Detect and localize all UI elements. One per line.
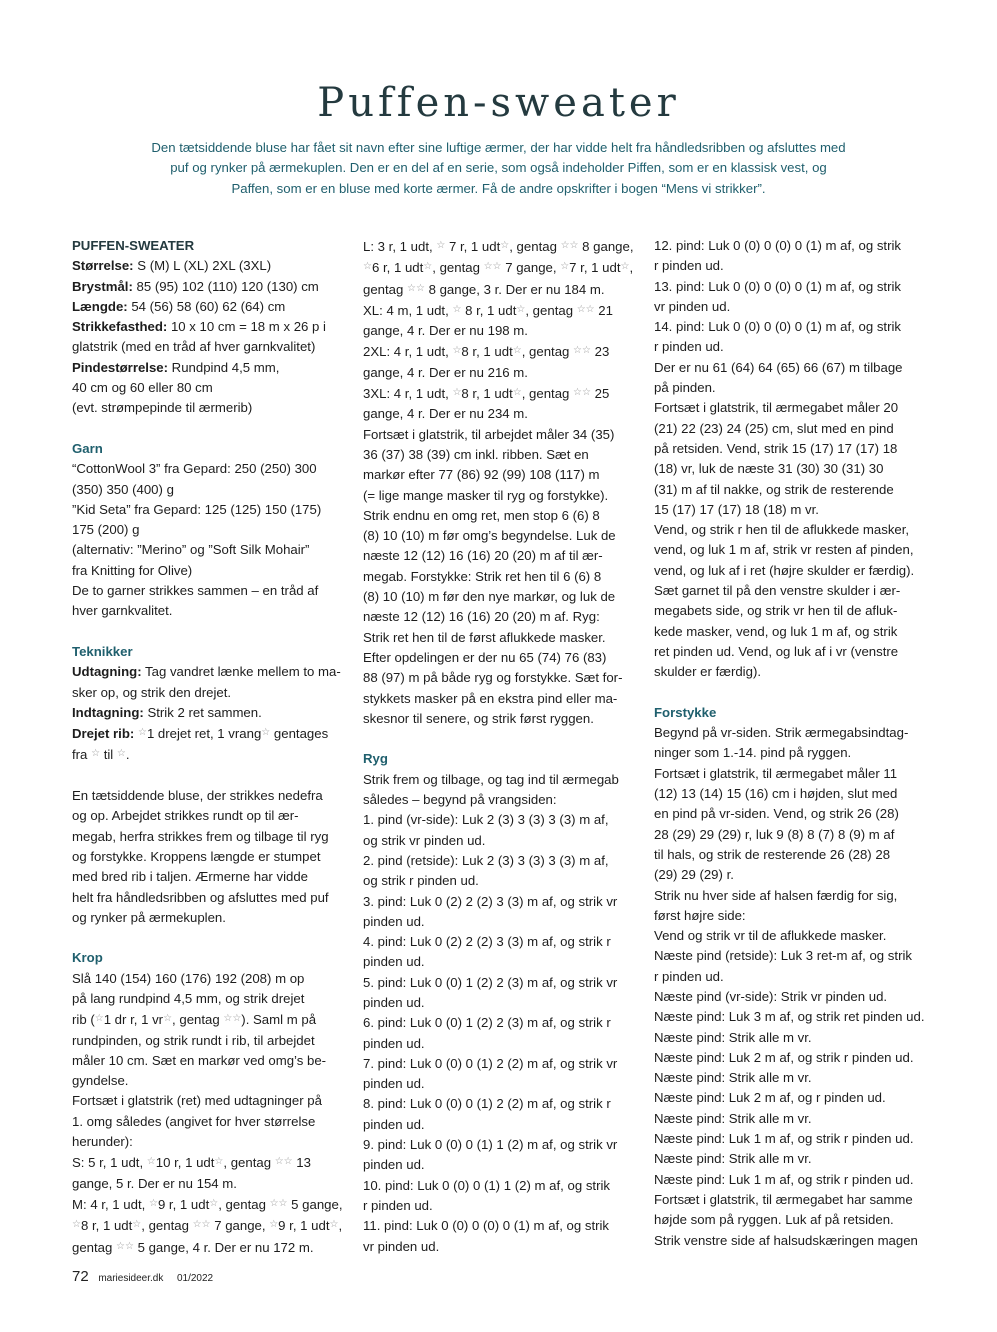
description-line: og forstykke. Kroppens længde er stumpet <box>72 848 321 864</box>
size-m-line-2: ☆8 r, 1 udt☆, gentag ☆☆ 7 gange, ☆9 r, 1 udt☆, <box>72 1218 343 1234</box>
front-line: Næste pind: Strik alle m vr. <box>654 1110 812 1126</box>
body-line: Fortsæt i glatstrik (ret) med udtagninger på <box>72 1093 322 1109</box>
back-line: 5. pind: Luk 0 (0) 1 (2) 2 (3) m af, og strik vr <box>363 974 618 990</box>
double-star-icon: ☆☆ <box>116 1240 134 1252</box>
description-line: helt fra håndledsribben og afsluttes med puf <box>72 889 329 905</box>
back-line: 4. pind: Luk 0 (2) 2 (2) 3 (3) m af, og strik r <box>363 934 611 950</box>
double-star-icon: ☆☆ <box>573 387 591 399</box>
increase-line: Udtagning: Tag vandret lænke mellem to ma- <box>72 664 341 680</box>
double-star-icon: ☆☆ <box>560 240 579 251</box>
body-text-line: 88 (97) m på både ryg og forstykke. Sæt for- <box>363 670 623 686</box>
yarn-line: hver garnkvalitet. <box>72 603 173 619</box>
issue-number: 01/2022 <box>176 1273 214 1284</box>
body-text-line: 36 (37) 38 (39) cm inkl. ribben. Sæt en <box>363 446 589 462</box>
star-icon: ☆ <box>516 303 526 315</box>
front-line: Næste pind: Strik alle m vr. <box>654 1070 812 1086</box>
front-line: højde som på ryggen. Luk af på retsiden. <box>654 1212 894 1228</box>
back-line: 3. pind: Luk 0 (2) 2 (2) 3 (3) m af, og strik vr <box>363 893 618 909</box>
back-line: pinden ud. <box>363 1035 425 1051</box>
size-s-line: S: 5 r, 1 udt, ☆10 r, 1 udt☆, gentag ☆☆ 13 <box>72 1155 311 1171</box>
needle-line: Pindestørrelse: Rundpind 4,5 mm, <box>72 359 280 375</box>
yarn-line: 175 (200) g <box>72 522 140 538</box>
back-line: pinden ud. <box>363 1076 425 1092</box>
back-line: vr pinden ud. <box>363 1238 440 1254</box>
star-icon: ☆ <box>146 1156 156 1168</box>
star-icon: ☆ <box>436 240 446 251</box>
gauge-line: Strikkefasthed: 10 x 10 cm = 18 m x 26 p i <box>72 319 326 335</box>
star-icon: ☆ <box>452 303 462 315</box>
back-cont-line: (18) vr, luk de næste 31 (30) 30 (31) 30 <box>654 461 884 477</box>
size-line: Størrelse: S (M) L (XL) 2XL (3XL) <box>72 258 272 274</box>
body-text-line: (= lige mange masker til ryg og forstykke). <box>363 487 609 503</box>
body-line: på lang rundpind 4,5 mm, og strik drejet <box>72 990 305 1006</box>
body-text-line: stykkets masker på en ekstra pind eller ma- <box>363 690 618 706</box>
decrease-line: Indtagning: Strik 2 ret sammen. <box>72 704 262 720</box>
techniques-heading: Teknikker <box>72 643 133 659</box>
body-heading: Krop <box>72 950 103 966</box>
page-number: 72 <box>72 1268 89 1285</box>
star-icon: ☆ <box>72 1219 81 1231</box>
description-line: En tætsiddende bluse, der strikkes nedefra <box>72 788 323 804</box>
front-line: Næste pind: Luk 2 m af, og r pinden ud. <box>654 1090 886 1106</box>
front-line: Strik venstre side af halsudskæringen magen <box>654 1232 918 1248</box>
back-line: Strik frem og tilbage, og tag ind til ærmegab <box>363 771 619 787</box>
star-icon: ☆ <box>423 261 433 273</box>
page-title: Puffen-sweater <box>317 80 680 126</box>
yarn-line: ”Kid Seta” fra Gepard: 125 (125) 150 (175) <box>72 501 322 517</box>
front-line: Næste pind: Luk 1 m af, og strik r pinden ud. <box>654 1171 914 1187</box>
back-cont-line: skulder er færdig). <box>654 664 762 680</box>
back-cont-line: vend, og luk 1 m af, strik vr resten af pinden, <box>654 542 914 558</box>
body-text-line: (8) 10 (10) m før omg’s begyndelse. Luk de <box>363 528 616 544</box>
back-line: 11. pind: Luk 0 (0) 0 (0) 0 (1) m af, og strik <box>363 1218 610 1234</box>
body-line: rundpinden, og strik rundt i rib, til arbejdet <box>72 1032 315 1048</box>
back-line: 2. pind (retside): Luk 2 (3) 3 (3) 3 (3) m af, <box>363 852 609 868</box>
size-m-line: M: 4 r, 1 udt, ☆9 r, 1 udt☆, gentag ☆☆ 5 gange, <box>72 1196 343 1212</box>
length-line: Længde: 54 (56) 58 (60) 62 (64) cm <box>72 298 286 314</box>
back-line: pinden ud. <box>363 1116 425 1132</box>
twisted-rib-line: Drejet rib: ☆1 drejet ret, 1 vrang☆ gentages <box>72 726 329 742</box>
body-line: Slå 140 (154) 160 (176) 192 (208) m op <box>72 970 305 986</box>
front-line: først højre side: <box>654 907 746 923</box>
needle-line-3: (evt. strømpepinde til ærmerib) <box>72 400 253 416</box>
body-text-line: (8) 10 (10) m før den nye markør, og luk de <box>363 589 616 605</box>
back-cont-line: 13. pind: Luk 0 (0) 0 (0) 0 (1) m af, og strik <box>654 278 902 294</box>
star-icon: ☆ <box>163 1013 173 1025</box>
back-cont-line: (31) m af til nakke, og strik de resterende <box>654 481 894 497</box>
body-text-line: Fortsæt i glatstrik, til arbejdet måler 34 (35) <box>363 426 615 442</box>
column-1 <box>72 236 344 1258</box>
double-star-icon: ☆☆ <box>573 345 591 357</box>
description-line: og rynker på ærmekuplen. <box>72 909 226 925</box>
front-line: (29) 29 (29) r. <box>654 867 734 883</box>
page-footer <box>72 1268 223 1285</box>
yarn-heading: Garn <box>72 440 103 456</box>
yarn-line: “CottonWool 3” fra Gepard: 250 (250) 300 <box>72 461 317 477</box>
size-xl-line: XL: 4 m, 1 udt, ☆ 8 r, 1 udt☆, gentag ☆☆ 21 <box>363 302 613 318</box>
size-m-line-3: gentag ☆☆ 5 gange, 4 r. Der er nu 172 m. <box>72 1239 314 1255</box>
body-text-line: Strik endnu en omg ret, men stop 6 (6) 8 <box>363 507 600 523</box>
body-text-line: næste 12 (12) 16 (16) 20 (20) m af til ær- <box>363 548 603 564</box>
front-line: Begynd på vr-siden. Strik ærmegabsindtag- <box>654 725 909 741</box>
star-icon: ☆ <box>269 1219 279 1231</box>
description-line: og op. Arbejdet strikkes rundt op til ær- <box>72 808 299 824</box>
front-line: Vend og strik vr til de aflukkede masker. <box>654 928 887 944</box>
back-line: og strik vr pinden ud. <box>363 832 486 848</box>
back-line: og strik r pinden ud. <box>363 873 479 889</box>
back-line: pinden ud. <box>363 913 425 929</box>
description-line: megab, herfra strikkes frem og tilbage til ryg <box>72 828 329 844</box>
star-icon: ☆ <box>560 261 570 273</box>
yarn-line: fra Knitting for Olive) <box>72 562 193 578</box>
double-star-icon: ☆☆ <box>407 282 425 294</box>
front-line: Næste pind: Luk 1 m af, og strik r pinden ud. <box>654 1131 914 1147</box>
star-icon: ☆ <box>148 1197 158 1209</box>
front-line: Næste pind (vr-side): Strik vr pinden ud. <box>654 988 888 1004</box>
back-cont-line: vr pinden ud. <box>654 298 731 314</box>
size-xl-line-2: gange, 4 r. Der er nu 198 m. <box>363 323 528 339</box>
body-line: gyndelse. <box>72 1073 129 1089</box>
back-cont-line: kede masker, vend, og luk 1 m af, og strik <box>654 623 898 639</box>
star-icon: ☆ <box>94 1013 104 1025</box>
front-heading: Forstykke <box>654 704 717 720</box>
back-cont-line: på retsiden. Vend, strik 15 (17) 17 (17) 18 <box>654 440 898 456</box>
size-s-line-2: gange, 5 r. Der er nu 154 m. <box>72 1175 237 1191</box>
front-line: Næste pind: Luk 3 m af, og strik ret pinden ud. <box>654 1009 925 1025</box>
back-cont-line: vend, og luk af i ret (højre skulder er færdig). <box>654 562 915 578</box>
star-icon: ☆ <box>500 240 510 251</box>
body-line: herunder): <box>72 1134 133 1150</box>
front-line: 28 (29) 29 (29) r, luk 9 (8) 8 (7) 8 (9) m af <box>654 826 895 842</box>
body-text-line: Efter opdelingen er der nu 65 (74) 76 (83) <box>363 649 607 665</box>
column-2 <box>363 236 635 1257</box>
star-icon: ☆ <box>261 727 271 739</box>
yarn-line: (350) 350 (400) g <box>72 481 174 497</box>
front-line: Næste pind (retside): Luk 3 ret-m af, og strik <box>654 948 912 964</box>
body-line: 1. omg således (angivet for hver størrelse <box>72 1113 316 1129</box>
back-line: 7. pind: Luk 0 (0) 0 (1) 2 (2) m af, og strik vr <box>363 1055 618 1071</box>
body-text-line: megab. Forstykke: Strik ret hen til 6 (6) 8 <box>363 568 602 584</box>
increase-line-2: sker op, og strik den drejet. <box>72 684 232 700</box>
yarn-line: De to garner strikkes sammen – en tråd af <box>72 583 319 599</box>
front-line: Næste pind: Luk 2 m af, og strik r pinden ud. <box>654 1049 914 1065</box>
back-heading: Ryg <box>363 751 388 767</box>
back-cont-line: Der er nu 61 (64) 64 (65) 66 (67) m tilbage <box>654 359 903 375</box>
star-icon: ☆ <box>329 1219 339 1231</box>
star-icon: ☆ <box>512 387 522 399</box>
gauge-line-2: glatstrik (med en tråd af hver garnkvalitet) <box>72 339 316 355</box>
intro-text: Den tætsiddende bluse har fået sit navn efter sine luftige ærmer, der har vidde helt fra håndledsribben og afsluttes med puf og rynker på ærmekuplen. Den er en del af en serie, som også indeholder Piffen, som er en klassisk vest, og Paffen, som er en bluse med korte ærmer. Få de andre opskrifter i bogen “Mens vi strikker”. <box>151 140 846 196</box>
front-line: Næste pind: Strik alle m vr. <box>654 1029 812 1045</box>
star-icon: ☆ <box>116 748 126 760</box>
star-icon: ☆ <box>137 727 147 739</box>
back-line: pinden ud. <box>363 994 425 1010</box>
body-text-line: Strik ret hen til de først aflukkede masker. <box>363 629 606 645</box>
star-icon: ☆ <box>214 1156 224 1168</box>
back-cont-line: (21) 22 (23) 24 (25) cm, slut med en pind <box>654 420 894 436</box>
size-3xl-line-2: gange, 4 r. Der er nu 234 m. <box>363 406 528 422</box>
back-line: pinden ud. <box>363 1157 425 1173</box>
back-cont-line: 14. pind: Luk 0 (0) 0 (0) 0 (1) m af, og strik <box>654 319 902 335</box>
double-star-icon: ☆☆ <box>483 261 502 273</box>
back-cont-line: Vend, og strik r hen til de aflukkede masker, <box>654 522 910 538</box>
size-l-line-2: ☆6 r, 1 udt☆, gentag ☆☆ 7 gange, ☆7 r, 1 udt☆, <box>363 260 634 276</box>
front-line: Fortsæt i glatstrik, til ærmegabet har samme <box>654 1191 913 1207</box>
back-line: således – begynd på vrangsiden: <box>363 792 557 808</box>
needle-line-2: 40 cm og 60 eller 80 cm <box>72 380 213 396</box>
body-text-line: markør efter 77 (86) 92 (99) 108 (117) m <box>363 467 600 483</box>
back-line: r pinden ud. <box>363 1197 433 1213</box>
chest-line: Brystmål: 85 (95) 102 (110) 120 (130) cm <box>72 278 319 294</box>
back-line: 8. pind: Luk 0 (0) 0 (1) 2 (2) m af, og strik r <box>363 1096 611 1112</box>
size-2xl-line: 2XL: 4 r, 1 udt, ☆8 r, 1 udt☆, gentag ☆☆ 23 <box>363 344 610 360</box>
back-line: pinden ud. <box>363 954 425 970</box>
front-line: en pind på vr-siden. Vend, og strik 26 (28) <box>654 806 899 822</box>
star-icon: ☆ <box>452 387 462 399</box>
size-l-line: L: 3 r, 1 udt, ☆ 7 r, 1 udt☆, gentag ☆☆ 8 gange, <box>363 239 634 254</box>
back-cont-line: r pinden ud. <box>654 258 724 274</box>
front-line: (12) 13 (14) 15 (16) cm i højden, slut med <box>654 786 898 802</box>
back-line: 9. pind: Luk 0 (0) 0 (1) 1 (2) m af, og strik vr <box>363 1137 618 1153</box>
twisted-rib-line-2: fra ☆ til ☆. <box>72 747 130 763</box>
column-3 <box>654 236 926 1251</box>
back-cont-line: megabets side, og strik vr hen til de afluk- <box>654 603 898 619</box>
body-line: måler 10 cm. Sæt en markør ved omg’s be- <box>72 1052 327 1068</box>
back-cont-line: r pinden ud. <box>654 339 724 355</box>
star-icon: ☆ <box>132 1219 142 1231</box>
back-cont-line: 15 (17) 17 (17) 18 (18) m vr. <box>654 501 819 517</box>
front-line: ninger som 1.-14. pind på ryggen. <box>654 745 852 761</box>
double-star-icon: ☆☆ <box>576 303 595 315</box>
front-line: Strik nu hver side af halsen færdig for sig, <box>654 887 898 903</box>
star-icon: ☆ <box>91 748 101 760</box>
star-icon: ☆ <box>620 261 630 273</box>
front-line: Næste pind: Strik alle m vr. <box>654 1151 812 1167</box>
site-name: mariesideer.dk <box>98 1273 164 1284</box>
description-line: med bred rib i taljen. Ærmerne har vidde <box>72 869 309 885</box>
front-line: Fortsæt i glatstrik, til ærmegabet måler 11 <box>654 765 898 781</box>
body-text-line: skesnor til senere, og strik først ryggen. <box>363 710 594 726</box>
double-star-icon: ☆☆ <box>274 1156 293 1168</box>
double-star-icon: ☆☆ <box>192 1219 211 1231</box>
star-icon: ☆ <box>363 261 372 273</box>
body-line: rib (☆1 dr r, 1 vr☆, gentag ☆☆). Saml m på <box>72 1012 317 1028</box>
double-star-icon: ☆☆ <box>223 1013 242 1025</box>
back-line: 10. pind: Luk 0 (0) 0 (1) 1 (2) m af, og strik <box>363 1177 611 1193</box>
size-l-line-3: gentag ☆☆ 8 gange, 3 r. Der er nu 184 m. <box>363 281 605 297</box>
back-cont-line: 12. pind: Luk 0 (0) 0 (0) 0 (1) m af, og strik <box>654 238 902 253</box>
star-icon: ☆ <box>512 345 522 357</box>
back-cont-line: ret pinden ud. Vend, og luk af i vr (venstre <box>654 643 899 659</box>
back-cont-line: Fortsæt i glatstrik, til ærmegabet måler 20 <box>654 400 899 416</box>
star-icon: ☆ <box>209 1197 219 1209</box>
double-star-icon: ☆☆ <box>269 1197 288 1209</box>
yarn-line: (alternativ: ”Merino” og ”Soft Silk Mohair” <box>72 542 310 558</box>
front-line: til hals, og strik de resterende 26 (28) 28 <box>654 846 891 862</box>
body-text-line: næste 12 (12) 16 (16) 20 (20) m af. Ryg: <box>363 609 600 625</box>
back-cont-line: på pinden. <box>654 380 716 396</box>
size-3xl-line: 3XL: 4 r, 1 udt, ☆8 r, 1 udt☆, gentag ☆☆ 25 <box>363 386 610 402</box>
back-line: 1. pind (vr-side): Luk 2 (3) 3 (3) 3 (3) m af, <box>363 812 609 828</box>
back-line: 6. pind: Luk 0 (0) 1 (2) 2 (3) m af, og strik r <box>363 1015 611 1031</box>
pattern-heading: PUFFEN-SWEATER <box>72 238 195 253</box>
star-icon: ☆ <box>452 345 462 357</box>
back-cont-line: Sæt garnet til på den venstre skulder i ær- <box>654 583 901 599</box>
size-2xl-line-2: gange, 4 r. Der er nu 216 m. <box>363 364 528 380</box>
front-line: r pinden ud. <box>654 968 724 984</box>
